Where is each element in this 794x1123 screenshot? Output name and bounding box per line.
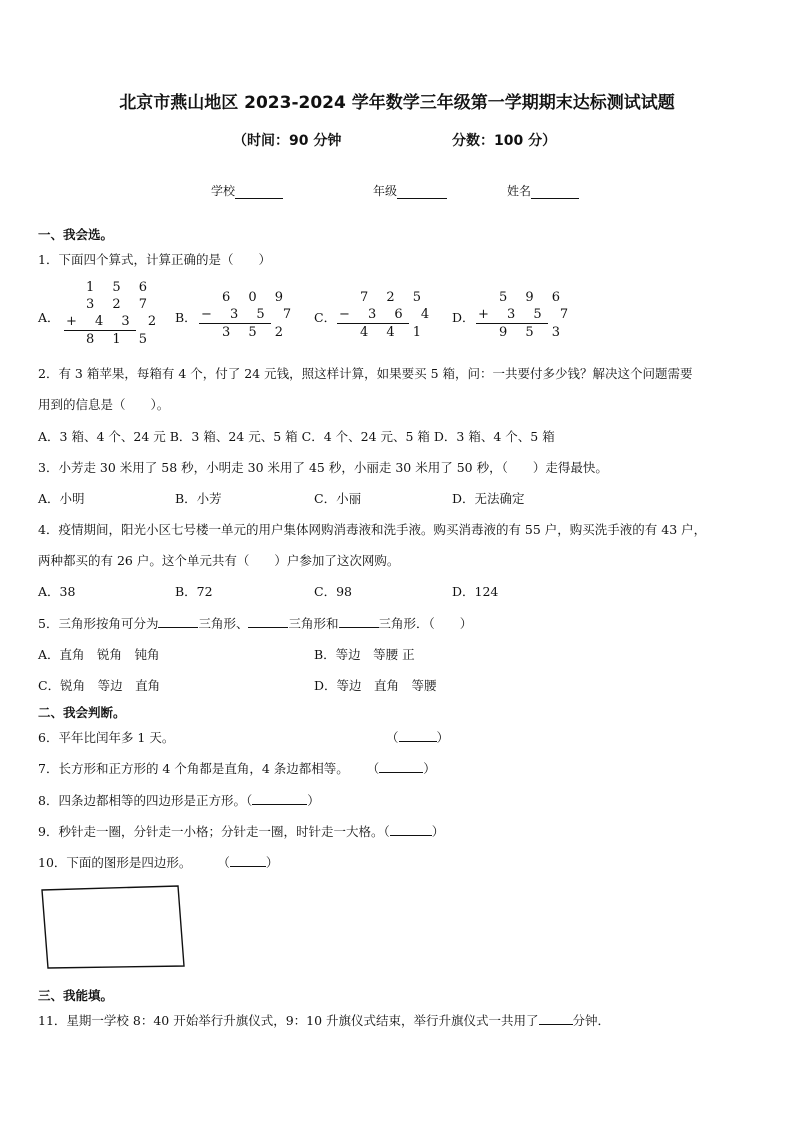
q8-answer-box[interactable] [246,793,320,808]
school-blank[interactable] [235,185,283,199]
q5-option-c: C．锐角 等边 直角 [38,678,161,693]
q1-c-answer: 4 4 1 [360,325,429,340]
q9-paren-close: ） [431,824,445,839]
q10-text: 10．下面的图形是四边形。 [38,855,192,870]
q5-option-d: D．等边 直角 等腰 [314,678,437,693]
name-blank[interactable] [531,185,579,199]
q1-c-rule [337,323,409,324]
q1-b-answer: 3 5 2 [222,325,291,340]
q10-quadrilateral-figure [38,884,190,972]
q1-c-line2: − 3 6 4 [339,307,437,322]
school-label: 学校 [211,184,236,198]
q11-blank[interactable] [539,1012,573,1025]
section-judge-heading: 二、我会判断。 [38,705,126,720]
q3-stem: 3．小芳走 30 米用了 58 秒，小明走 30 米用了 45 秒，小丽走 30 米用了 50 秒，（ ）走得最快。 [38,460,608,475]
q8-blank[interactable] [252,792,307,805]
q9-stem [38,822,444,840]
q8-text: 8．四条边都相等的四边形是正方形。 [38,793,246,808]
q2-stem-line2: 用到的信息是（ ）。 [38,397,170,412]
q6-paren-close: ） [436,730,450,745]
q10-stem [38,853,278,871]
quadrilateral-shape [42,886,184,968]
q5-part3: 三角形和 [288,616,339,631]
q2-options: A．3 箱、4 个、24 元 B．3 箱、24 元、5 箱 C．4 个、24 元、5 箱 D．3 箱、4 个、5 箱 [38,429,555,444]
q6-paren-open: （ [386,730,399,745]
q7-stem [38,759,436,777]
q1-option-c-label: C． [314,310,337,325]
q10-answer-box[interactable] [217,855,278,870]
q5-blank1[interactable] [158,615,198,628]
q2-stem-line1: 2．有 3 箱苹果，每箱有 4 个，付了 24 元钱，照这样计算，如果要买 5 箱，问：一共要付多少钱？解决这个问题需要 [38,366,693,381]
q4-option-c: C．98 [314,584,352,599]
q5-part2: 三角形、 [198,616,249,631]
q1-a-line1: 1 5 6 [86,280,155,295]
q5-part4: 三角形．（ ） [378,616,473,631]
q1-option-a-label: A． [38,310,60,325]
q5-option-a: A．直角 锐角 钝角 [38,647,160,662]
q1-b-rule [199,323,271,324]
q1-option-d-label: D． [452,310,475,325]
q8-paren-close: ） [307,793,320,808]
q1-option-b-label: B． [175,310,197,325]
q1-d-rule [476,323,548,324]
grade-blank[interactable] [397,185,447,199]
q4-option-d: D．124 [452,584,499,599]
q6-blank[interactable] [399,729,437,742]
q4-stem-line2: 两种都买的有 26 户。这个单元共有（ ）户参加了这次网购。 [38,553,400,568]
q7-text: 7．长方形和正方形的 4 个角都是直角，4 条边都相等。 [38,761,349,776]
q1-b-line1: 6 0 9 [222,290,291,305]
q10-blank[interactable] [230,854,266,867]
q9-answer-box[interactable] [383,824,444,839]
exam-score: 分数：100 分） [452,133,557,149]
q1-a-rule [64,330,136,331]
q4-stem-line1: 4．疫情期间，阳光小区七号楼一单元的用户集体网购消毒液和洗手液。购买消毒液的有 55 户，购买洗手液的有 43 户， [38,522,707,537]
grade-field[interactable] [373,182,447,199]
page-title: 北京市燕山地区 2023-2024 学年数学三年级第一学期期末达标测试试题 [119,93,675,113]
grade-label: 年级 [373,184,398,198]
q11-part2: 分钟． [572,1013,611,1028]
q3-option-a: A．小明 [38,491,85,506]
q1-a-answer: 8 1 5 [86,332,155,347]
q6-stem: 6．平年比闰年多 1 天。 [38,730,175,745]
q5-blank2[interactable] [248,615,288,628]
q1-d-line2: + 3 5 7 [478,307,576,322]
q9-text: 9．秒针走一圈，分针走一小格；分针走一圈，时针走一大格。 [38,824,384,839]
q6-answer-box[interactable] [386,728,449,746]
q1-stem: 1．下面四个算式，计算正确的是（ ） [38,252,271,267]
q10-paren-open: （ [217,855,230,870]
section-choice-heading: 一、我会选。 [38,227,114,242]
school-field[interactable] [211,182,283,199]
q4-option-b: B．72 [175,584,213,599]
q7-paren-open: （ [366,761,380,776]
section-fill-heading: 三、我能填。 [38,988,114,1003]
q1-c-line1: 7 2 5 [360,290,429,305]
q10-paren-close: ） [265,855,279,870]
q1-d-line1: 5 9 6 [499,290,568,305]
q8-stem [38,791,320,809]
name-label: 姓名 [507,184,532,198]
q4-option-a: A．38 [38,584,76,599]
q11-stem [38,1011,610,1029]
q7-answer-box[interactable] [367,761,436,776]
name-field[interactable] [507,182,579,199]
q7-blank[interactable] [379,760,423,773]
q5-part1: 5．三角形按角可分为 [38,616,159,631]
q7-paren-close: ） [423,761,436,776]
q9-paren-open: （ [383,824,390,839]
q1-a-line2: 3 2 7 [86,297,155,312]
q1-a-line3: + 4 3 2 [66,314,164,329]
q8-paren-open: （ [245,793,253,808]
q3-option-b: B．小芳 [175,491,222,506]
q3-option-c: C．小丽 [314,491,362,506]
q5-option-b: B．等边 等腰 正 [314,647,415,662]
q1-d-answer: 9 5 3 [499,325,568,340]
q3-option-d: D．无法确定 [452,491,525,506]
q5-blank3[interactable] [339,615,379,628]
q9-blank[interactable] [390,823,432,836]
q1-b-line2: − 3 5 7 [201,307,299,322]
q11-part1: 11．星期一学校 8：40 开始举行升旗仪式，9：10 升旗仪式结束，举行升旗仪式一共用了 [38,1013,539,1028]
exam-time: （时间：90 分钟 [233,133,342,149]
q5-stem [38,614,472,632]
